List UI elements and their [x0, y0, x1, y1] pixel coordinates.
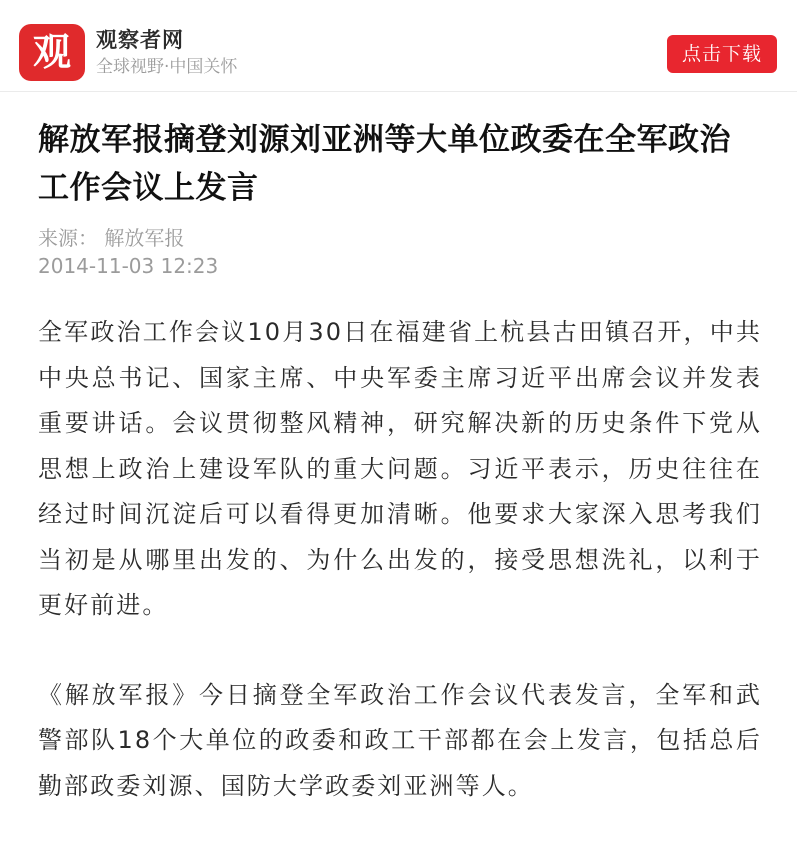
article-source: 来源： 解放军报 — [38, 226, 185, 250]
article-paragraph: 《解放军报》今日摘登全军政治工作会议代表发言，全军和武警部队18个大单位的政委和政工干部都在会上发言，包括总后勤部政委刘源、国防大学政委刘亚洲等人。 — [38, 680, 762, 800]
article-paragraph: 全军政治工作会议10月30日在福建省上杭县古田镇召开，中共中央总书记、国家主席、中央军委主席习近平出席会议并发表重要讲话。会议贯彻整风精神，研究解决新的历史条件下党从思想上政治上建设军队的重大问题。习近平表示，历史往往在经过时间沉淀后可以看得更加清晰。他要求大家深入思考我们当初是从哪里出发的、为什么出发的，接受思想洗礼，以利于更好前进。 — [38, 318, 762, 619]
guancha-logo-icon[interactable]: 观 — [19, 24, 85, 81]
download-app-button[interactable]: 点击下载 — [667, 35, 777, 73]
app-header — [0, 0, 797, 92]
article-title: 解放军报摘登刘源刘亚洲等大单位政委在全军政治工作会议上发言 — [38, 122, 731, 206]
brand-name: 观察者网 — [96, 28, 184, 52]
brand-slogan: 全球视野·中国关怀 — [96, 57, 238, 77]
article-body — [38, 116, 762, 809]
article-timestamp: 2014-11-03 12:23 — [38, 254, 219, 278]
